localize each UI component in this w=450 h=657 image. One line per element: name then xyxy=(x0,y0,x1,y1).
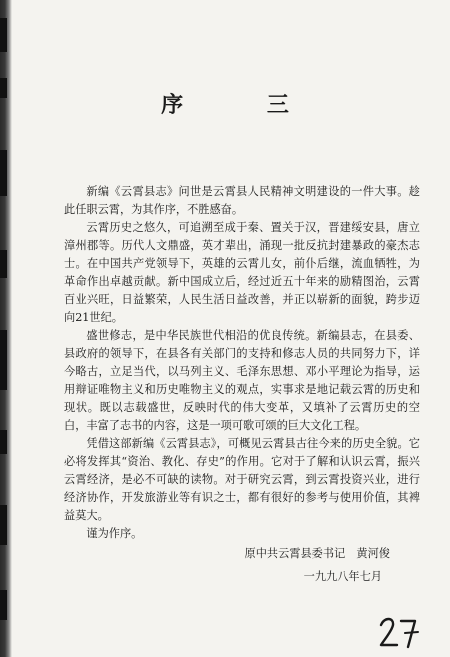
edge-mark xyxy=(0,590,7,620)
paragraph: 盛世修志，是中华民族世代相沿的优良传统。新编县志，在县委、县政府的领导下，在县各有关部门的支持和修志人员的共同努力下，详今略古，立足当代，以马列主义、毛泽东思想、邓小平理论为指导，运用辩证唯物主义和历史唯物主义的观点，实事求是地记载云霄的历史和现状。既以志载盛世，反映时代的伟大变革，又填补了云霄历史的空白，丰富了志书的内容，这是一项可歌可颂的巨大文化工程。 xyxy=(64,329,420,432)
edge-mark xyxy=(0,505,7,545)
edge-mark xyxy=(0,330,7,390)
preface-body xyxy=(64,183,420,543)
signature-author: 原中共云霄县委书记 黄河俊 xyxy=(244,547,390,560)
edge-mark xyxy=(0,18,7,52)
page-title: 序 三 xyxy=(161,92,327,118)
handwritten-page-number xyxy=(378,614,424,650)
edge-mark xyxy=(0,430,7,454)
edge-mark xyxy=(0,150,7,196)
paragraph: 谨为作序。 xyxy=(86,527,143,540)
edge-mark xyxy=(0,250,7,278)
paragraph: 新编《云霄县志》问世是云霄县人民精神文明建设的一件大事。趁此任职云霄，为其作序，不胜感奋。 xyxy=(64,185,420,216)
signature-date: 一九九八年七月 xyxy=(303,570,382,583)
paragraph: 凭借这部新编《云霄县志》，可概见云霄县古往今来的历史全貌。它必将发挥其“资治、教化、存史”的作用。它对于了解和认识云霄，振兴云霄经济，是必不可缺的读物。对于研究云霄，到云霄投资兴业，进行经济协作，开发旅游业等有识之士，都有很好的参考与使用价值，其裨益莫大。 xyxy=(64,437,420,522)
paragraph: 云霄历史之悠久，可追溯至成于秦、置关于汉，晋建绥安县，唐立漳州郡等。历代人文鼎盛，英才辈出，涌现一批反抗封建暴政的豪杰志士。在中国共产党领导下，英雄的云霄儿女，前仆后继，流血牺牲，为革命作出卓越贡献。新中国成立后，经过近五十年来的励精图治，云霄百业兴旺，日益繁荣，人民生活日益改善，并正以崭新的面貌，跨步迈向21世纪。 xyxy=(64,221,420,324)
